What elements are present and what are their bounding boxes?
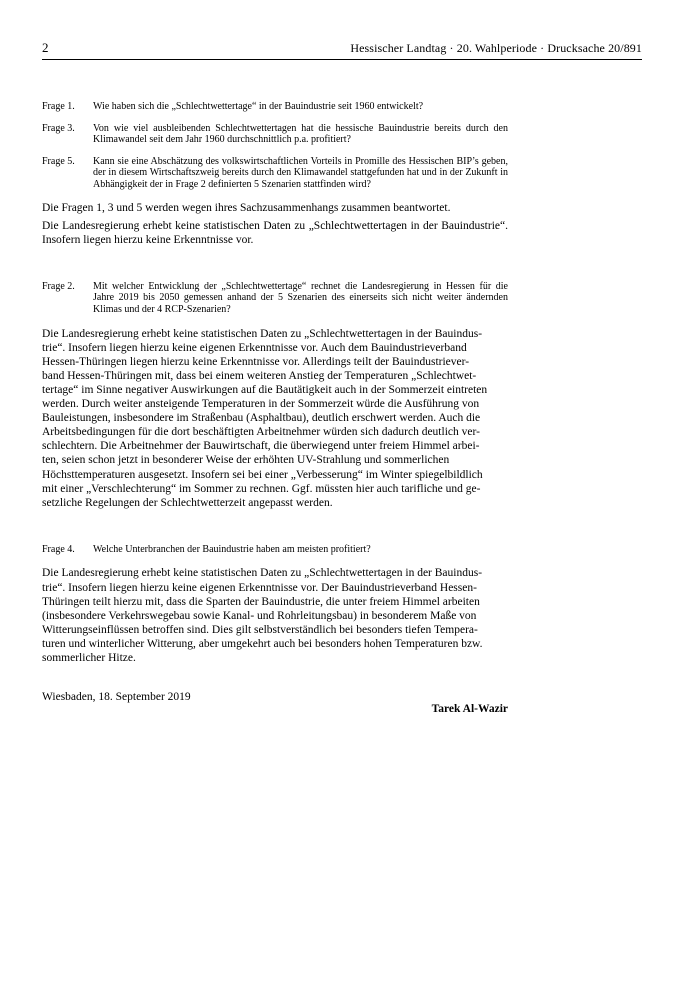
document-page [42, 40, 642, 716]
question-label: Frage 3. [42, 122, 75, 134]
question-label: Frage 1. [42, 101, 75, 112]
answer-line: Witterungseinflüssen betroffen sind. Dies gilt selbstverständlich bei besonders tiefen Tempera- [42, 623, 478, 636]
question-2 [42, 281, 508, 316]
answer-line: (insbesondere Verkehrswegebau sowie Kanal- und Rohrleitungsbau) in besonderem Maße von [42, 609, 477, 622]
question-4 [42, 544, 508, 556]
answer-line: Thüringen teilt hierzu mit, dass die Sparten der Bauindustrie, die unter freiem Himmel arbeiten [42, 595, 480, 608]
answer-4 [42, 566, 508, 665]
answer-1-3-5: Die Landesregierung erhebt keine statistischen Daten zu „Schlechtwettertagen in der Bauindustrie“. Insofern liegen hierzu keine Erkenntnisse vor. [42, 219, 508, 246]
page-header [42, 40, 642, 60]
question-text: Mit welcher Entwicklung der „Schlechtwettertage“ rechnet die Landesregierung in Hessen für die Jahre 2019 bis 2050 gemessen anhand der 5 Szenarien des einerseits sich nicht weiter ändernden Klimas und der 4 RCP-Szenarien? [93, 280, 508, 316]
question-text: Wie haben sich die „Schlechtwettertage“ in der Bauindustrie seit 1960 entwickelt? [93, 101, 424, 112]
answer-line: Bauleistungen, insbesondere im Straßenbau (Asphaltbau), deutlich erschwert werden. Auch die [42, 412, 481, 425]
answer-line: band Hessen-Thüringen mit, dass bei einem weiteren Anstieg der Temperaturen „Schlechtwet- [42, 369, 477, 382]
question-1 [42, 101, 508, 113]
running-title: Hessischer Landtag · 20. Wahlperiode · Drucksache 20/891 [350, 41, 642, 55]
answer-line: Hessen-Thüringen liegen hierzu keine Erkenntnisse vor. Allerdings teilt der Bauindustriever- [42, 355, 470, 368]
answer-line: Arbeitsbedingungen für die dort beschäftigten Arbeitnehmer würden sich dadurch deutlich ver- [42, 426, 480, 439]
answer-line: trie“. Insofern liegen hierzu keine eigenen Erkenntnisse vor. Der Bauindustrieverband Hessen- [42, 581, 477, 594]
answer-2 [42, 327, 508, 510]
answer-1-3-5-intro: Die Fragen 1, 3 und 5 werden wegen ihres Sachzusammenhangs zusammen beantwortet. [42, 201, 451, 214]
answer-line: turen und winterlicher Witterung, aber umgekehrt auch bei besonders hohen Temperaturen bzw. [42, 637, 483, 650]
answer-line: mit einer „Verschlechterung“ im Sommer zu rechnen. Ggf. müssten hier auch tarifliche und ge- [42, 482, 481, 495]
answer-line: setzliche Regelungen der Schlechtwetterzeit angepasst werden. [42, 496, 333, 509]
question-label: Frage 5. [42, 155, 75, 167]
question-label: Frage 2. [42, 280, 75, 292]
question-text: Kann sie eine Abschätzung des volkswirtschaftlichen Vorteils in Promille des Hessischen BIP’s geben, der in diesem Wirtschaftszweig bereits durch den Klimawandel stattgefunden hat und in der Zukunft in Abhängigkeit der in Frage 2 definierten 5 Szenarien stattfinden wird? [93, 155, 508, 190]
place-date: Wiesbaden, 18. September 2019 [42, 691, 191, 704]
answer-line: Die Landesregierung erhebt keine statistischen Daten zu „Schlechtwettertagen in der Bauindus- [42, 327, 483, 340]
signatory-name: Tarek Al-Wazir [431, 703, 508, 716]
answer-line: trie“. Insofern liegen hierzu keine eigenen Erkenntnisse vor. Auch dem Bauindustrieverband [42, 341, 467, 354]
answer-line: tertage“ im Sinne negativer Auswirkungen auf die Bautätigkeit auch in der Sommerzeit eintreten [42, 384, 488, 396]
answer-line: werden. Durch weiter ansteigende Temperaturen in der Sommerzeit würde die Ausführung von [42, 398, 480, 411]
answer-line: sommerlicher Hitze. [42, 652, 136, 664]
page-number: 2 [42, 40, 49, 55]
answer-line: Höchsttemperaturen ausgesetzt. Insofern sei bei einer „Verbesserung“ im Winter spiegelbildlich [42, 468, 483, 481]
question-text: Welche Unterbranchen der Bauindustrie haben am meisten profitiert? [93, 543, 371, 555]
answer-line: schlechtern. Die Arbeitnehmer der Bauwirtschaft, die überwiegend unter freiem Himmel arbei- [42, 440, 480, 453]
answer-line: Die Landesregierung erhebt keine statistischen Daten zu „Schlechtwettertagen in der Bauindus- [42, 567, 483, 580]
question-label: Frage 4. [42, 543, 75, 555]
question-5 [42, 156, 508, 191]
question-3 [42, 123, 508, 146]
question-text: Von wie viel ausbleibenden Schlechtwettertagen hat die hessische Bauindustrie bereits durch den Klimawandel seit dem Jahr 1960 durchschnittlich p.a. profitiert? [93, 122, 508, 146]
answer-line: ten, seien schon jetzt in besonderer Weise der erhöhten UV-Strahlung und sommerlichen [42, 454, 450, 467]
